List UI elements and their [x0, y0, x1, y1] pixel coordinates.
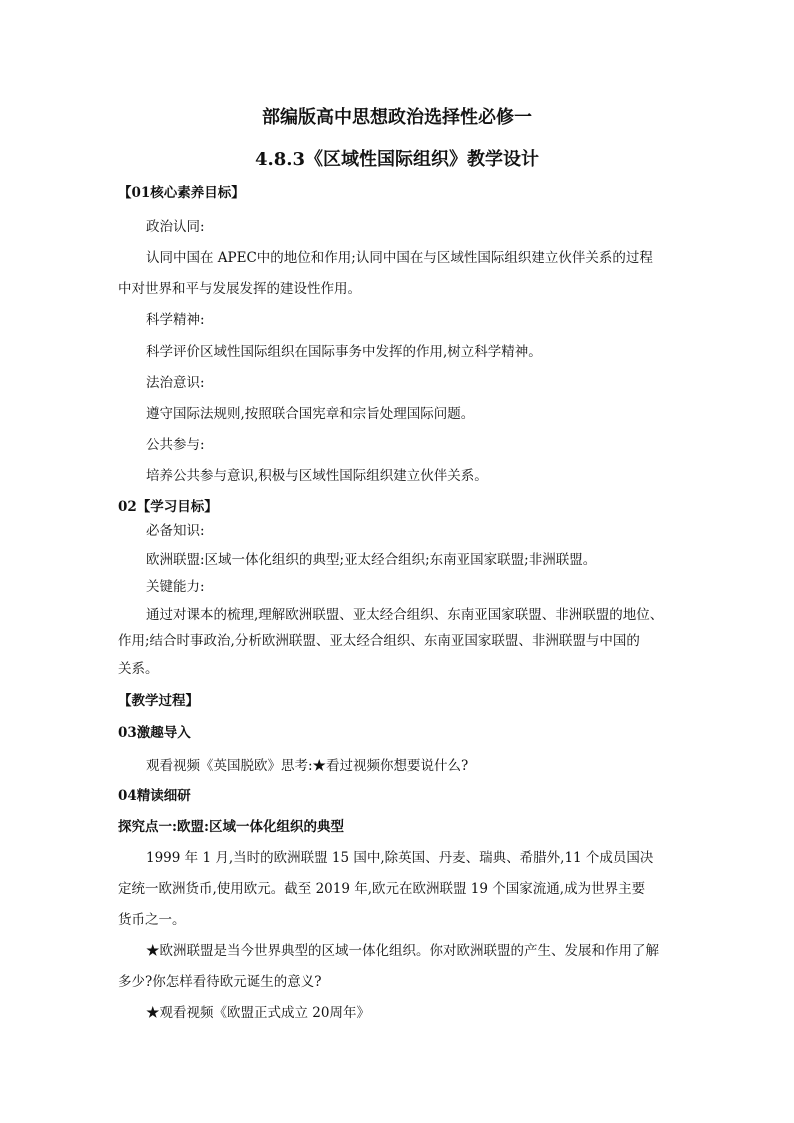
section-heading-close-reading: 04精读细研 — [118, 788, 191, 804]
paragraph-line: 作用;结合时事政治,分析欧洲联盟、亚太经合组织、东南亚国家联盟、非洲联盟与中国的 — [118, 633, 640, 649]
paragraph-line: 中对世界和平与发展发挥的建设性作用。 — [118, 281, 361, 297]
paragraph-line: 遵守国际法规则,按照联合国宪章和宗旨处理国际问题。 — [146, 406, 475, 422]
subheading-public-participation: 公共参与: — [146, 437, 205, 453]
section-heading-core-literacy: 【01核心素养目标】 — [118, 185, 245, 201]
subheading-key-abilities: 关键能力: — [146, 579, 205, 595]
paragraph-line: 科学评价区域性国际组织在国际事务中发挥的作用,树立科学精神。 — [146, 344, 542, 360]
paragraph-line: 关系。 — [118, 661, 159, 677]
subheading-political-identity: 政治认同: — [146, 219, 205, 235]
paragraph-line: 培养公共参与意识,积极与区域性国际组织建立伙伴关系。 — [146, 468, 488, 484]
paragraph-line: 观看视频《英国脱欧》思考:★看过视频你想要说什么? — [146, 758, 469, 774]
paragraph-line: ★欧洲联盟是当今世界典型的区域一体化组织。你对欧洲联盟的产生、发展和作用了解 — [146, 943, 659, 959]
section-heading-learning-goals: 02【学习目标】 — [118, 499, 218, 515]
topic-heading-eu: 探究点一:欧盟:区域一体化组织的典型 — [118, 819, 344, 835]
section-heading-teaching-process: 【教学过程】 — [118, 693, 199, 709]
subheading-essential-knowledge: 必备知识: — [146, 523, 205, 539]
subheading-scientific-spirit: 科学精神: — [146, 312, 205, 328]
paragraph-line: 1999 年 1 月,当时的欧洲联盟 15 国中,除英国、丹麦、瑞典、希腊外,11 个成员国决 — [146, 850, 654, 866]
document-title: 部编版高中思想政治选择性必修一 — [262, 107, 532, 128]
section-heading-introduction: 03激趣导入 — [118, 725, 191, 741]
paragraph-line: ★观看视频《欧盟正式成立 20周年》 — [146, 1005, 370, 1021]
document-subtitle: 4.8.3《区域性国际组织》教学设计 — [254, 149, 540, 170]
paragraph-line: 认同中国在 APEC中的地位和作用;认同中国在与区域性国际组织建立伙伴关系的过程 — [146, 250, 653, 266]
paragraph-line: 定统一欧洲货币,使用欧元。截至 2019 年,欧元在欧洲联盟 19 个国家流通,成为世界主要 — [118, 881, 646, 897]
paragraph-line: 欧洲联盟:区域一体化组织的典型;亚太经合组织;东南亚国家联盟;非洲联盟。 — [146, 552, 597, 568]
paragraph-line: 通过对课本的梳理,理解欧洲联盟、亚太经合组织、东南亚国家联盟、非洲联盟的地位、 — [146, 607, 664, 623]
paragraph-line: 多少?你怎样看待欧元诞生的意义? — [118, 974, 322, 990]
paragraph-line: 货币之一。 — [118, 912, 186, 928]
subheading-rule-of-law: 法治意识: — [146, 375, 205, 391]
